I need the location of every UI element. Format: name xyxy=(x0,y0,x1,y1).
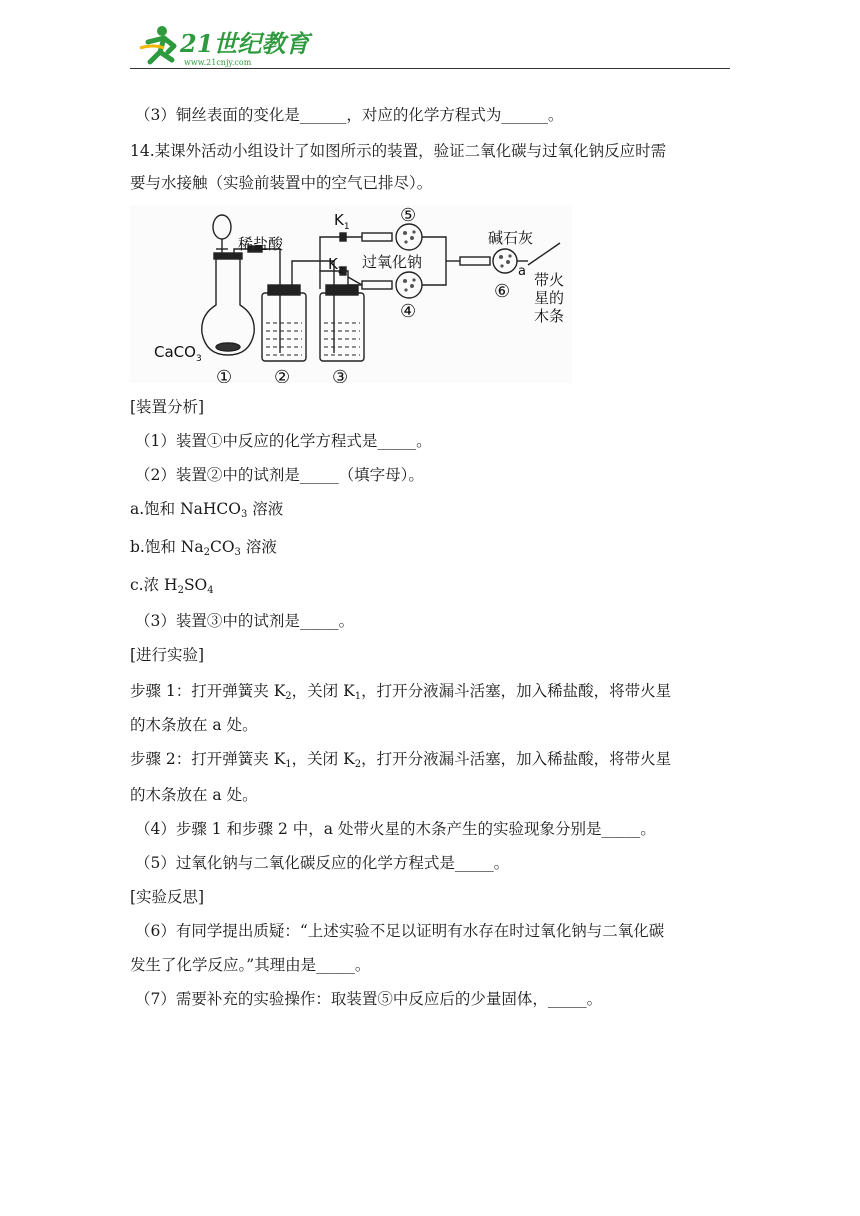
step2-line2: 的木条放在 a 处。 xyxy=(130,786,258,804)
option-b: b.饱和 $Na_2CO_3$ 溶液 xyxy=(130,538,277,558)
q14-part4: （4）步骤 1 和步骤 2 中，a 处带火星的木条产生的实验现象分别是_____。 xyxy=(135,820,656,838)
label-num-5: ⑤ xyxy=(400,205,417,226)
label-num-4: ④ xyxy=(400,301,417,322)
label-sodium-peroxide: 过氧化钠 xyxy=(362,253,423,271)
q14-intro-line1: 14.某课外活动小组设计了如图所示的装置，验证二氧化碳与过氧化钠反应时需 xyxy=(130,142,667,160)
q14-part6-line1: （6）有同学提出质疑：“上述实验不足以证明有水存在时过氧化钠与二氧化碳 xyxy=(135,922,665,940)
option-c: c.浓 $H_2SO_4$ xyxy=(130,576,214,596)
label-k1: $K_1$ xyxy=(334,211,350,232)
page-header xyxy=(130,22,730,70)
label-splint-1: 带火 xyxy=(534,271,565,289)
q14-intro-line2: 要与水接触（实验前装置中的空气已排尽）。 xyxy=(130,174,433,192)
label-k2: $K_2$ xyxy=(328,255,344,276)
q13-part3: （3）铜丝表面的变化是______，对应的化学方程式为______。 xyxy=(135,106,564,124)
logo-url: www.21cnjy.com xyxy=(184,58,252,67)
section-apparatus-analysis: [装置分析] xyxy=(130,398,205,416)
q14-part5: （5）过氧化钠与二氧化碳反应的化学方程式是_____。 xyxy=(135,854,510,872)
label-caco3: CaCO$_3$ xyxy=(154,343,202,364)
step1-line2: 的木条放在 a 处。 xyxy=(130,716,258,734)
step2-line1: 步骤 2：打开弹簧夹 $K_1$，关闭 $K_2$，打开分液漏斗活塞，加入稀盐酸，将带火星 xyxy=(130,750,672,770)
label-num-3: ③ xyxy=(332,367,349,383)
section-experiment: [进行实验] xyxy=(130,646,205,664)
step1-line1: 步骤 1：打开弹簧夹 $K_2$，关闭 $K_1$，打开分液漏斗活塞，加入稀盐酸，将带火星 xyxy=(130,682,672,702)
q14-part6-line2: 发生了化学反应。”其理由是_____。 xyxy=(130,956,371,974)
q14-part7: （7）需要补充的实验操作：取装置⑤中反应后的少量固体，_____。 xyxy=(135,990,603,1008)
label-num-6: ⑥ xyxy=(494,281,511,302)
apparatus-diagram xyxy=(130,205,572,383)
header-divider xyxy=(130,68,730,69)
runner-icon xyxy=(140,26,174,62)
label-soda-lime: 碱石灰 xyxy=(488,229,534,247)
label-splint-3: 木条 xyxy=(534,307,565,325)
label-num-2: ② xyxy=(274,367,291,383)
apparatus-figure xyxy=(130,205,572,383)
site-logo xyxy=(134,22,334,70)
logo-text: 21世纪教育 xyxy=(180,29,310,58)
label-dilute-hcl: 稀盐酸 xyxy=(238,235,284,253)
q14-part1: （1）装置①中反应的化学方程式是_____。 xyxy=(135,432,432,450)
option-a: a.饱和 NaHCO$_3$ 溶液 xyxy=(130,500,284,520)
label-point-a: a xyxy=(518,264,526,279)
section-reflection: [实验反思] xyxy=(130,888,205,906)
label-splint-2: 星的 xyxy=(534,289,565,307)
q14-part2: （2）装置②中的试剂是_____（填字母）。 xyxy=(135,466,424,484)
q14-part3: （3）装置③中的试剂是_____。 xyxy=(135,612,355,630)
label-num-1: ① xyxy=(216,367,233,383)
